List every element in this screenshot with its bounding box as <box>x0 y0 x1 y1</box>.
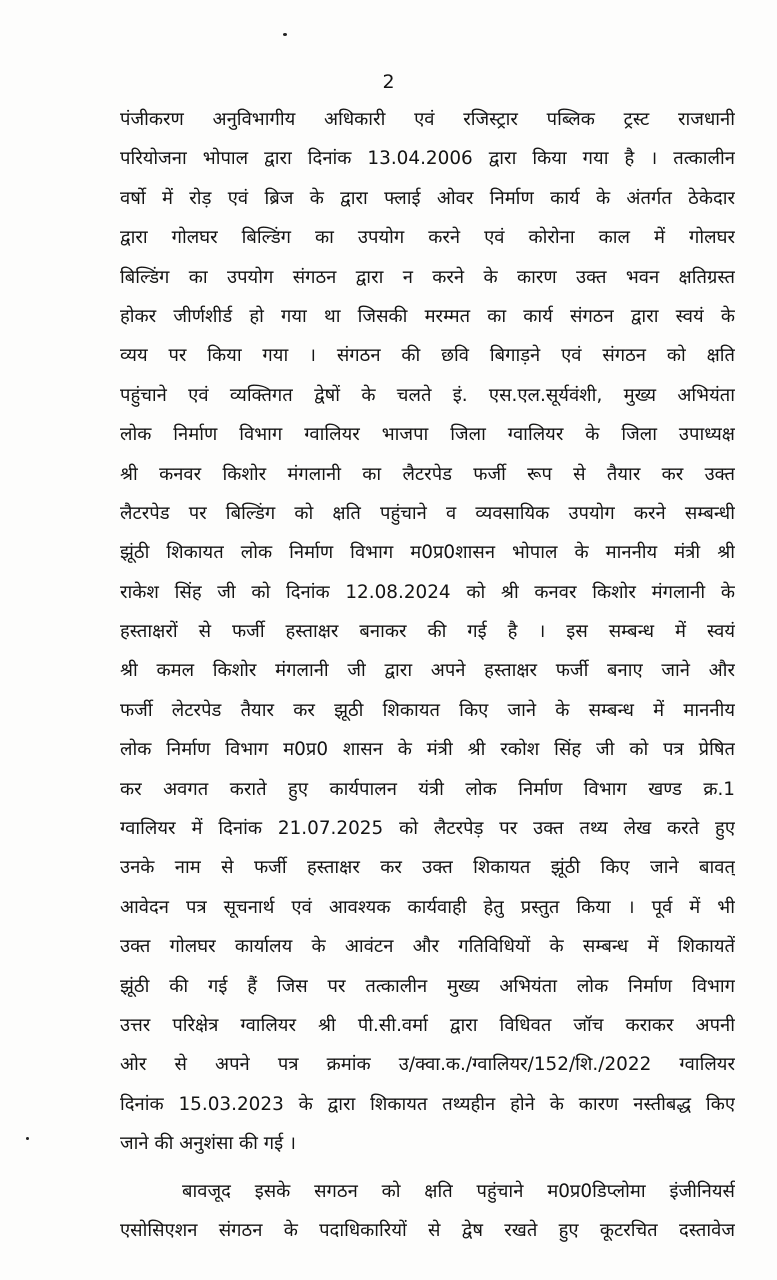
text-line: उत्तर परिक्षेत्र ग्वालियर श्री पी.सी.वर्मा द्वारा विधिवत जॉच कराकर अपनी <box>120 1014 735 1036</box>
text-line: उक्त गोलघर कार्यालय के आवंटन और गतिविधियों के सम्बन्ध में शिकायतें <box>120 936 735 958</box>
text-line: परियोजना भोपाल द्वारा दिनांक 13.04.2006 द्वारा किया गया है । तत्कालीन <box>120 148 735 170</box>
text-line: एसोसिएशन संगठन के पदाधिकारियों से द्वेष रखते हुए कूटरचित दस्तावेज <box>120 1219 735 1241</box>
text-line: लैटरपेड पर बिल्डिंग को क्षति पहुंचाने व व्यवसायिक उपयोग करने सम्बन्धी <box>120 502 735 524</box>
scan-speck <box>283 33 287 36</box>
text-line: उनके नाम से फर्जी हस्ताक्षर कर उक्त शिकायत झूंठी किए जाने बावत् <box>120 857 735 879</box>
text-line: ओर से अपने पत्र क्रमांक उ/क्वा.क./ग्वालियर/152/शि./2022 ग्वालियर <box>120 1054 735 1076</box>
text-line: फर्जी लेटरपेड तैयार कर झूठी शिकायत किए जाने के सम्बन्ध में माननीय <box>120 699 735 721</box>
scan-speck <box>26 1137 29 1140</box>
text-line: होकर जीर्णशीर्ड हो गया था जिसकी मरम्मत का कार्य संगठन द्वारा स्वयं के <box>120 305 735 327</box>
text-line: बिल्डिंग का उपयोग संगठन द्वारा न करने के कारण उक्त भवन क्षतिग्रस्त <box>120 266 735 288</box>
text-line: श्री कनवर किशोर मंगलानी का लैटरपेड फर्जी रूप से तैयार कर उक्त <box>120 463 735 485</box>
text-line: हस्ताक्षरों से फर्जी हस्ताक्षर बनाकर की गई है । इस सम्बन्ध में स्वयं <box>120 621 735 643</box>
text-line: व्यय पर किया गया । संगठन की छवि बिगाड़ने एवं संगठन को क्षति <box>120 345 735 367</box>
text-line: द्वारा गोलघर बिल्डिंग का उपयोग करने एवं कोरोना काल में गोलघर <box>120 227 735 249</box>
text-line: लोक निर्माण विभाग ग्वालियर भाजपा जिला ग्वालियर के जिला उपाध्यक्ष <box>120 424 735 446</box>
page-number: 2 <box>382 71 395 93</box>
text-line: जाने की अनुशंसा की गई । <box>120 1133 296 1155</box>
paragraph-1 <box>120 100 735 1164</box>
text-line: दिनांक 15.03.2023 के द्वारा शिकायत तथ्यहीन होने के कारण नस्तीबद्ध किए <box>120 1093 735 1115</box>
text-line: पंजीकरण अनुविभागीय अधिकारी एवं रजिस्ट्रार पब्लिक ट्रस्ट राजधानी <box>120 109 735 130</box>
text-line: ग्वालियर में दिनांक 21.07.2025 को लैटरपेड़ पर उक्त तथ्य लेख करते हुए <box>120 818 735 840</box>
body-text <box>120 100 735 1250</box>
text-line: लोक निर्माण विभाग म0प्र0 शासन के मंत्री श्री रकोश सिंह जी को पत्र प्रेषित <box>120 739 735 761</box>
text-line: राकेश सिंह जी को दिनांक 12.08.2024 को श्री कनवर किशोर मंगलानी के <box>120 581 735 603</box>
text-line: कर अवगत कराते हुए कार्यपालन यंत्री लोक निर्माण विभाग खण्ड क्र.1 <box>120 778 735 800</box>
text-line: श्री कमल किशोर मंगलानी जी द्वारा अपने हस्ताक्षर फर्जी बनाए जाने और <box>120 660 735 682</box>
text-line: झूंठी शिकायत लोक निर्माण विभाग म0प्र0शासन भोपाल के माननीय मंत्री श्री <box>120 542 735 564</box>
text-line: बावजूद इसके सगठन को क्षति पहुंचाने म0प्र0डिप्लोमा इंजीनियर्स <box>182 1180 735 1202</box>
text-line: आवेदन पत्र सूचनार्थ एवं आवश्यक कार्यवाही हेतु प्रस्तुत किया । पूर्व में भी <box>120 896 735 918</box>
paragraph-2 <box>120 1172 735 1251</box>
text-line: पहुंचाने एवं व्यक्तिगत द्वेषों के चलते इं. एस.एल.सूर्यवंशी, मुख्य अभियंता <box>120 384 735 406</box>
text-line: वर्षो में रोड़ एवं ब्रिज के द्वारा फ्लाई ओवर निर्माण कार्य के अंतर्गत ठेकेदार <box>120 187 735 209</box>
text-line: झूंठी की गई हैं जिस पर तत्कालीन मुख्य अभियंता लोक निर्माण विभाग <box>120 975 735 997</box>
